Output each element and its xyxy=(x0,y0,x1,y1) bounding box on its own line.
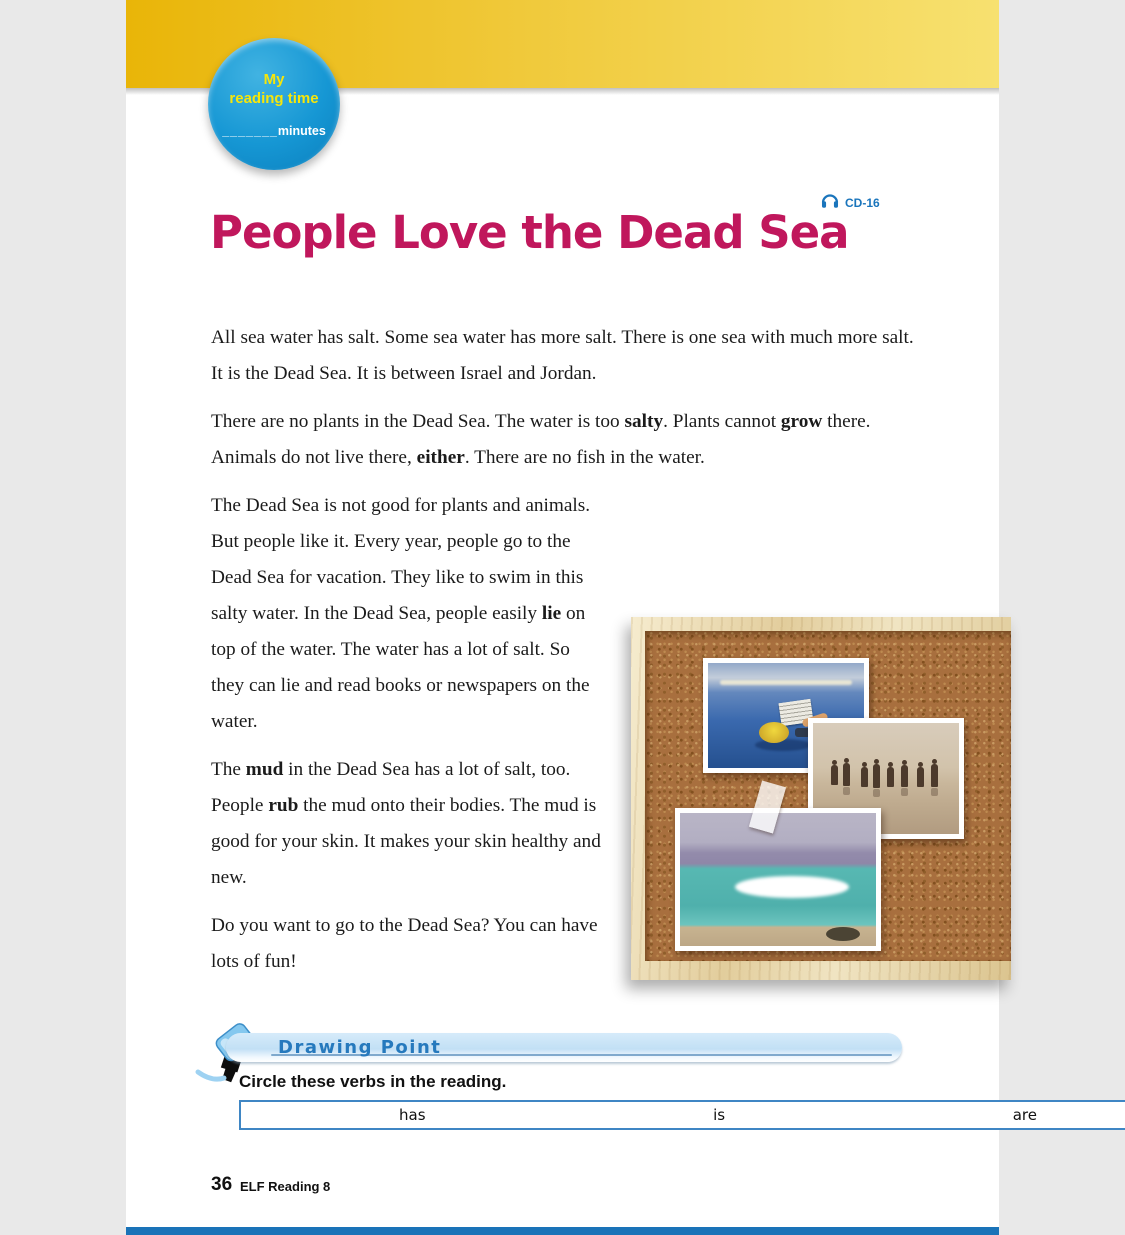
minutes-blank: _______ xyxy=(222,124,278,138)
paragraph: The Dead Sea is not good for plants and animals. But people like it. Every year, people go to the Dead Sea for vacation. They like to swim in this salty water. In the Dead Sea, people easily lie on top of the water. The water has a lot of salt. So they can lie and read books or newspapers on the water. xyxy=(211,495,591,732)
book-title: ELF Reading 8 xyxy=(240,1179,331,1194)
paragraph: All sea water has salt. Some sea water has more salt. There is one sea with much more salt. It is the Dead Sea. It is between Israel and Jordan. xyxy=(211,327,914,384)
salt-wave-shape xyxy=(735,876,849,899)
badge-minutes-line xyxy=(222,124,326,138)
badge-line2: reading time xyxy=(229,90,319,107)
drawing-point-title: Drawing Point xyxy=(278,1037,442,1058)
cork-surface xyxy=(645,631,1011,961)
cd-number: CD-16 xyxy=(845,195,880,210)
verb-are: are xyxy=(1012,1106,1037,1124)
instruction-text: Circle these verbs in the reading. xyxy=(239,1072,507,1091)
reading-time-badge xyxy=(208,38,340,170)
page-number: 36 xyxy=(211,1174,233,1195)
drawing-point-banner xyxy=(226,1033,902,1062)
paragraph: Do you want to go to the Dead Sea? You can have lots of fun! xyxy=(211,915,598,972)
badge-line1: My xyxy=(263,71,285,88)
verb-is: is xyxy=(713,1106,726,1124)
minutes-label: minutes xyxy=(277,124,326,138)
page-title: People Love the Dead Sea xyxy=(210,206,849,259)
textbook-page xyxy=(126,0,1037,1235)
bottom-blue-bar xyxy=(126,1227,999,1235)
paragraph: There are no plants in the Dead Sea. The water is too salty. Plants cannot grow there. Animals do not live there, either. There are no fish in the water. xyxy=(211,411,871,468)
salt-sea-photo xyxy=(675,808,881,951)
verb-box xyxy=(239,1100,1125,1130)
verb-has: has xyxy=(399,1106,426,1124)
sun-hat-shape xyxy=(759,722,789,743)
paragraph: The mud in the Dead Sea has a lot of salt, too. People rub the mud onto their bodies. The mud is good for your skin. It makes your skin healthy and new. xyxy=(211,759,601,888)
corkboard xyxy=(631,617,1011,980)
